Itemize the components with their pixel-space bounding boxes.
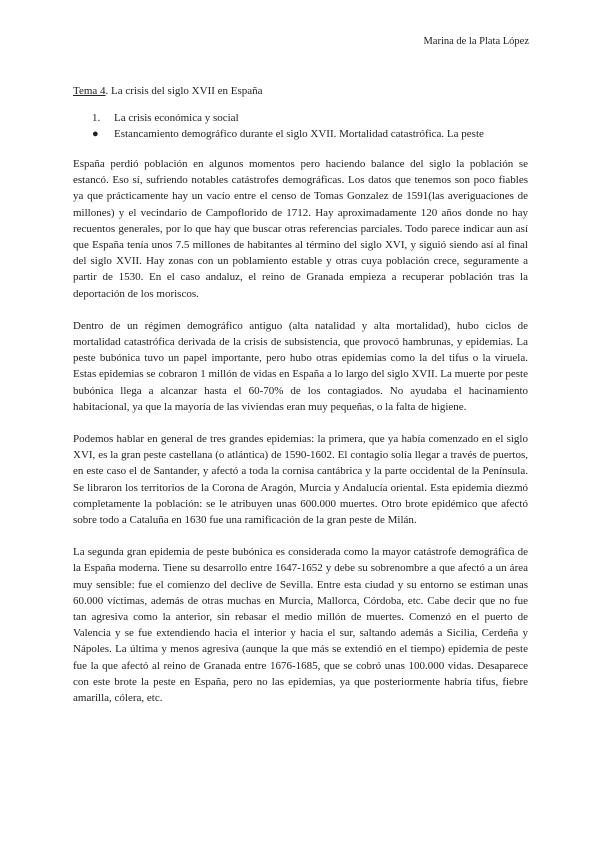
paragraph: Dentro de un régimen demográfico antiguo (alta natalidad y alta mortalidad), hubo ciclos de mortalidad catastrófica derivada de la crisis de subsistencia, que provocó hambrunas, y epidemias. La peste bubónica tuvo un papel importante, pero hubo otras epidemias como la del tifus o la viruela. Estas epidemias se cobraron 1 millón de vidas en España a lo largo del siglo XVII. La muerte por peste bubónica llega a alcanzar hasta el 60-70% de los contagiados. No ayudaba el hacinamiento habitacional, ya que la mayoría de las viviendas eran muy pequeñas, o la falta de higiene. (73, 319, 528, 413)
header-author: Marina de la Plata López (423, 36, 529, 47)
outline-text: La crisis económica y social (114, 112, 239, 124)
section-title (73, 85, 263, 97)
outline-text: Estancamiento demográfico durante el siglo XVII. Mortalidad catastrófica. La peste (114, 128, 484, 140)
outline-list (92, 110, 484, 142)
outline-item (92, 110, 484, 126)
paragraph: España perdió población en algunos momentos pero haciendo balance del siglo la población se estancó. Eso sí, sufriendo notables catástrofes demográficas. Los datos que tenemos son poco fiables ya que prácticamente hay un vacío entre el censo de Tomas Gonzalez de 1591(las averiguaciones de millones) y el vecindario de Campoflorido de 1712. Hay aproximadamente 120 años donde no hay recuentos generales, por lo que hay que buscar otras referencias parciales. Todo parece indicar aun así que España tenía unos 7.5 millones de habitantes al término del siglo XVI, y siguió siendo así al final del siglo XVII. Hay zonas con un poblamiento estable y otras cuya población crece, seguramente a partir de 1530. En el caso andaluz, el reino de Granada empieza a recuperar población tras la deportación de los moriscos. (73, 158, 528, 300)
section-title-text: . La crisis del siglo XVII en España (105, 85, 263, 97)
paragraph: Podemos hablar en general de tres grandes epidemias: la primera, que ya había comenzado en el siglo XVI, es la gran peste castellana (o atlántica) de 1590-1602. El contagio solía llegar a través de puertos, en este caso el de Santander, y afectó a toda la cornisa cantábrica y la parte occidental de la Península. Se libraron los territorios de la Corona de Aragón, Murcia y Andalucía oriental. Esta epidemia diezmó completamente la población: se le atribuyen unas 600.000 muertes. Otro brote epidémico que afectó sobre todo a Cataluña en 1630 fue una ramificación de la gran peste de Milán. (73, 433, 528, 527)
bullet-icon: ● (92, 128, 99, 140)
outline-item (92, 126, 484, 142)
document-body (73, 156, 528, 722)
paragraph: La segunda gran epidemia de peste bubónica es considerada como la mayor catástrofe demográfica de la España moderna. Tiene su desarrollo entre 1647-1652 y debe su sobrenombre a que afectó a un área muy sensible: fue el comienzo del declive de Sevilla. Entre esta ciudad y su entorno se estiman unas 60.000 víctimas, además de otras muchas en Murcia, Mallorca, Córdoba, etc. Cabe decir que no fue tan agresiva como la anterior, sin rebasar el medio millón de muertes. Comenzó en el puerto de Valencia y se fue extendiendo hacia el interior y hacia el sur, saltando además a Sicilia, Cerdeña y Nápoles. La última y menos agresiva (aunque la que más se extendió en el tiempo) epidemia de peste fue la que afectó al reino de Granada entre 1676-1685, que se cobró unas 100.000 vidas. Desaparece con este brote la peste en España, pero no las epidemias, ya que posteriormente habría tifus, fiebre amarilla, cólera, etc. (73, 546, 528, 705)
section-title-label: Tema 4 (73, 85, 106, 97)
outline-marker: 1. (92, 112, 101, 124)
